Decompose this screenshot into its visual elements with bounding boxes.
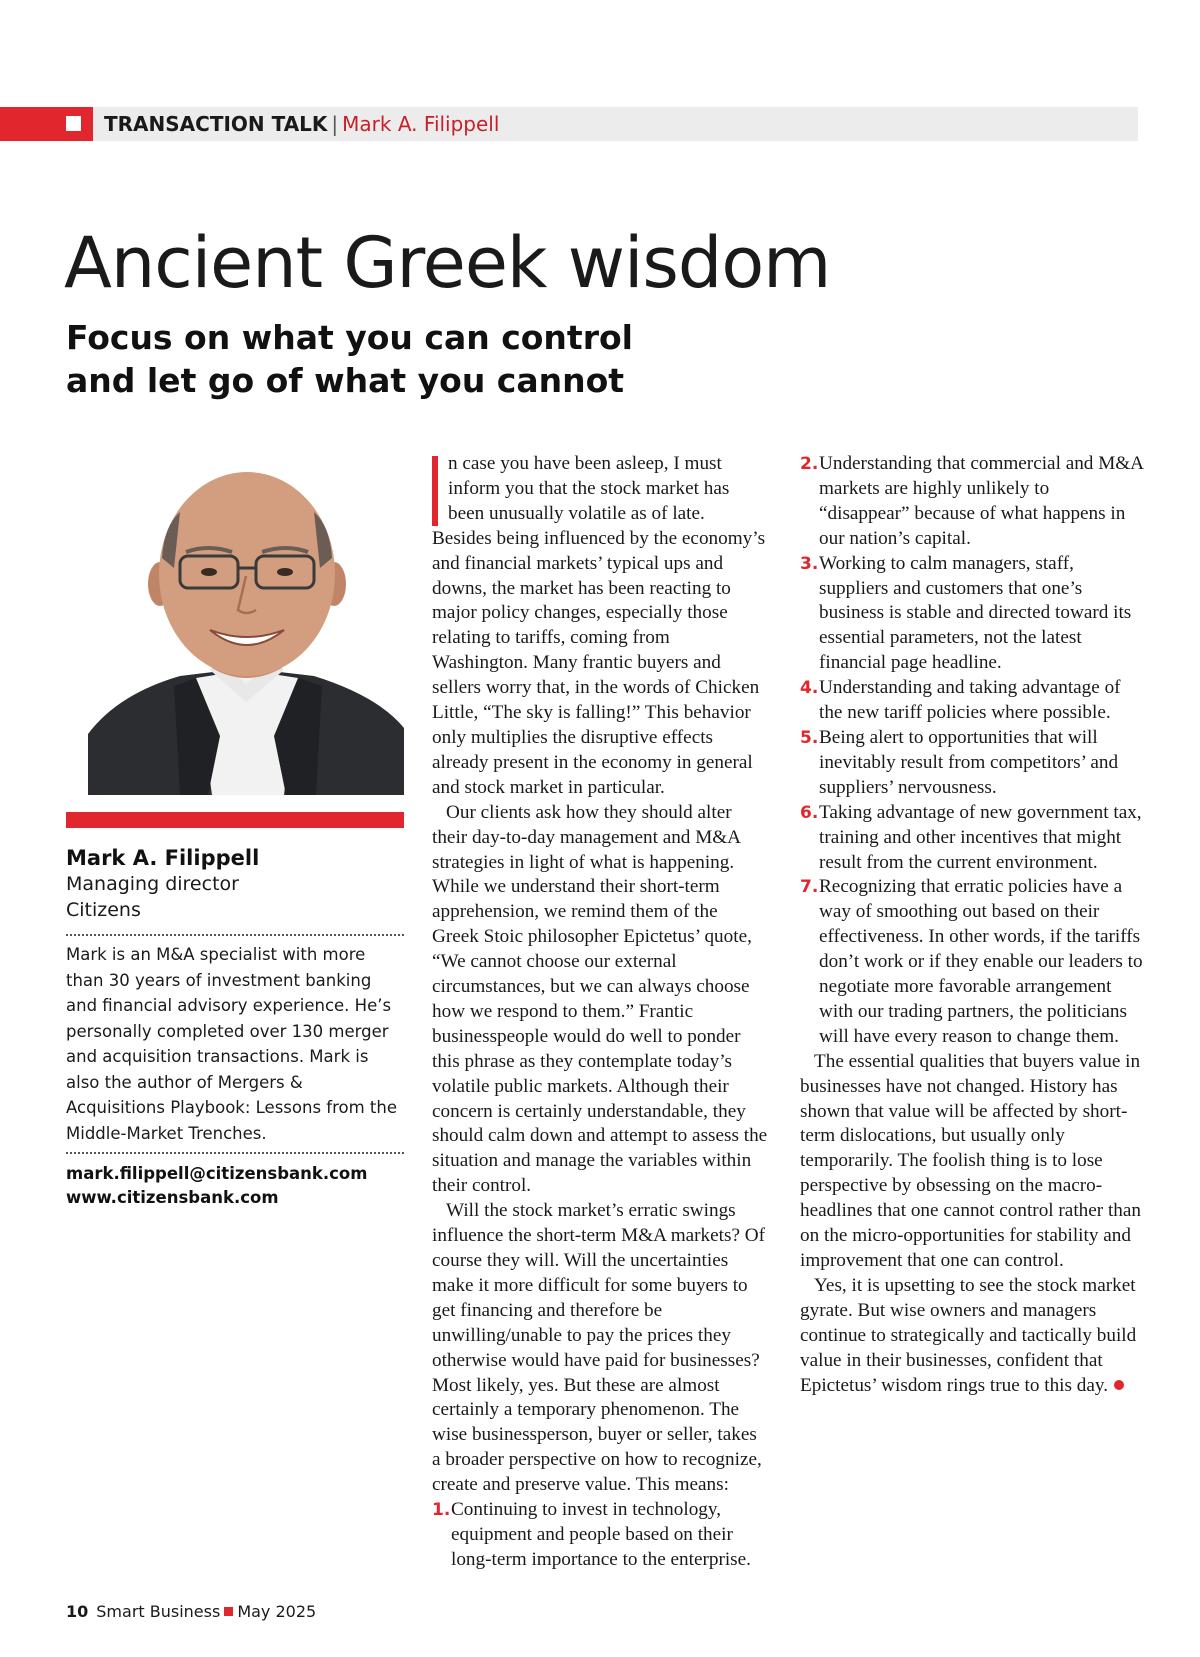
page-number: 10: [66, 1602, 89, 1621]
list-item: [800, 875, 1143, 1049]
list-text: Understanding and taking advantage of the new tariff policies where possible.: [819, 677, 1121, 724]
list-number: 2.: [800, 454, 819, 474]
photo-accent-bar: [66, 812, 404, 828]
list-text: Working to calm managers, staff, suppliers and customers that one’s business is stable and directed toward its essential parameters, not the latest financial page headline.: [819, 552, 1132, 674]
body-paragraph: Will the stock market’s erratic swings influence the short-term M&A markets? Of course they will. Will the uncertainties make it more difficult for some buyers to get financing and therefore be unwilling/unable to pay the prices they otherwise would have paid for businesses? Most likely, yes. But these are almost certainly a temporary phenomenon. The wise businessperson, buyer or seller, takes a broader perspective on how to recognize, create and preserve value. This means:: [432, 1200, 766, 1496]
website-link[interactable]: www.citizensbank.com: [66, 1188, 279, 1207]
square-icon: [66, 116, 81, 131]
page-footer: [66, 1600, 316, 1624]
header-author: Mark A. Filippell: [342, 112, 500, 136]
list-item: [432, 1498, 769, 1573]
issue-date: May 2025: [237, 1602, 317, 1621]
list-item: [800, 452, 1143, 552]
body-paragraph: The essential qualities that buyers value in businesses have not changed. History has shown that value will be affected by short-term dislocations, but usually only temporarily. The foolish thing is to lose perspective by obsessing on the macro-headlines that one cannot control rather than on the micro-opportunities for stability and improvement that one can control.: [800, 1050, 1141, 1271]
list-text: Continuing to invest in technology, equipment and people based on their long-term importance to the enterprise.: [451, 1499, 751, 1570]
list-item: [800, 726, 1143, 801]
list-text: Being alert to opportunities that will inevitably result from competitors’ and suppliers’ nervousness.: [819, 726, 1119, 798]
list-number: 6.: [800, 802, 819, 823]
author-photo: [88, 472, 404, 795]
paragraph-text: Yes, it is upsetting to see the stock market gyrate. But wise owners and managers continue to strategically and tactically build value in their businesses, confident that Epictetus’ wisdom rings true to this day.: [800, 1274, 1137, 1396]
bio-role: Managing director: [66, 873, 239, 895]
bio-org: Citizens: [66, 899, 141, 921]
body-paragraph: [432, 452, 769, 801]
article-column-1: [432, 452, 769, 1573]
paragraph-text: n case you have been asleep, I must inform you that the stock market has been unusually volatile as of late. Besides being influenced by the economy’s and financial markets’ typical ups and downs, the market has been reacting to major policy changes, especially those relating to tariffs, coming from Washington. Many frantic buyers and sellers worry that, in the words of Chicken Little, “The sky is falling!” This behavior only multiplies the disruptive effects already present in the economy in general and stock market in particular.: [432, 453, 766, 798]
square-icon: [224, 1607, 233, 1616]
list-number: 3.: [800, 553, 819, 574]
list-text: Recognizing that erratic policies have a way of smoothing out based on their effectiveness. In other words, if the tariffs don’t work or if they enable our leaders to negotiate more favorable arrangement with our trading partners, the politicians will have every reason to change them.: [819, 876, 1143, 1047]
list-number: 4.: [800, 678, 819, 699]
list-text: Understanding that commercial and M&A markets are highly unlikely to “disappear” because of what happens in our nation’s capital.: [819, 453, 1143, 549]
action-list: [800, 452, 1143, 1050]
section-header: [104, 110, 499, 138]
list-item: [800, 801, 1143, 876]
bio-divider: [66, 1152, 404, 1154]
list-number: 5.: [800, 727, 819, 748]
end-mark-icon: [1114, 1380, 1124, 1390]
article-column-2: [800, 452, 1143, 1398]
list-item: [800, 676, 1143, 726]
body-paragraph: [800, 1274, 1143, 1399]
drop-cap-bar: [432, 456, 438, 526]
action-list: [432, 1498, 769, 1573]
list-item: [800, 552, 1143, 677]
list-number: 1.: [432, 1500, 451, 1521]
list-text: Taking advantage of new government tax, training and other incentives that might result from the current environment.: [819, 801, 1142, 873]
article-subtitle: Focus on what you can control and let go of what you cannot: [66, 318, 633, 400]
section-label: TRANSACTION TALK: [104, 112, 328, 136]
bio-description: Mark is an M&A specialist with more than 30 years of investment banking and financial advisory experience. He’s personally completed over 130 merger and acquisition transactions. Mark is also the author of Mergers & Acquisitions Playbook: Lessons from the Middle-Market Trenches.: [66, 945, 398, 1143]
header-separator: |: [331, 112, 339, 136]
list-number: 7.: [800, 877, 819, 898]
bio-name: Mark A. Filippell: [66, 846, 260, 870]
article-title: Ancient Greek wisdom: [64, 222, 831, 304]
bio-divider: [66, 934, 404, 936]
author-email-link[interactable]: mark.filippell@citizensbank.com: [66, 1164, 368, 1183]
publication-name: Smart Business: [96, 1602, 221, 1621]
body-paragraph: Our clients ask how they should alter their day-to-day management and M&A strategies in light of what is happening. While we understand their short-term apprehension, we remind them of the Greek Stoic philosopher Epictetus’ quote, “We cannot choose our external circumstances, but we can always choose how we respond to them.” Frantic businesspeople would do well to ponder this phrase as they contemplate today’s volatile public markets. Although their concern is certainly understandable, they should calm down and attempt to assess the situation and manage the variables within their control.: [432, 801, 768, 1197]
